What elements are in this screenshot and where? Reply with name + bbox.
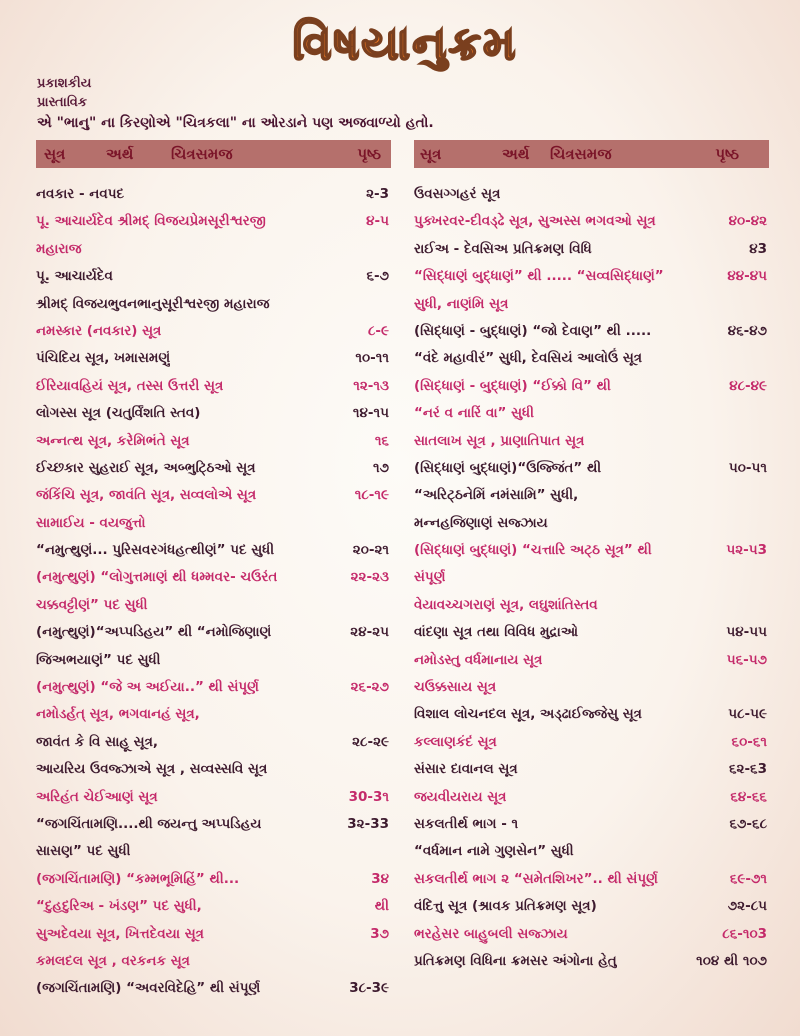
toc-entry-page	[767, 564, 769, 591]
toc-entry-page: ૪૦-૪૨	[728, 213, 767, 230]
toc-entry-title: ચઉક્કસાય સૂત્ર	[414, 679, 497, 696]
toc-entry-page	[389, 838, 391, 865]
toc-entry-title: “જગચિંતામણિ....થી જયન્તુ અપ્પડિહય	[36, 815, 262, 832]
toc-entry[interactable]	[36, 592, 391, 619]
toc-entry-page	[767, 428, 769, 455]
toc-entry[interactable]	[414, 893, 769, 920]
toc-entry-page: ૧૦-૧૧	[355, 350, 389, 367]
toc-entry-page: 3૭	[370, 925, 389, 942]
toc-entry-title: “વંદે મહાવીરં” સુધી, દેવસિયં આલોઉં સૂત્ર	[414, 350, 643, 367]
toc-entry[interactable]	[414, 756, 769, 783]
toc-entry-title: સાસણ” પદ સુધી	[36, 843, 131, 860]
toc-entry-title: (નમુત્થુણં)“અપ્પડિહય” થી “નમોજિણાણં	[36, 624, 272, 641]
toc-entry-title: સુઅદેવયા સૂત્ર, ખિત્તદેવયા સૂત્ર	[36, 925, 204, 942]
toc-entry[interactable]	[414, 729, 769, 756]
toc-entry-page	[389, 948, 391, 975]
toc-entry[interactable]	[414, 236, 769, 263]
toc-entry[interactable]	[414, 291, 769, 318]
toc-entry-title: નમોડર્હત્ સૂત્ર, ભગવાનહં સૂત્ર,	[36, 706, 200, 723]
toc-entry-page: 3૮-3૯	[349, 980, 389, 997]
toc-entry[interactable]	[414, 564, 769, 591]
toc-entry[interactable]	[414, 482, 769, 509]
toc-entry-title: (જગચિંતામણિ) “અવરવિદેહિ” થી સંપૂર્ણ	[36, 980, 261, 997]
toc-entry-page: ૮-૯	[367, 322, 389, 339]
toc-entry[interactable]	[36, 756, 391, 783]
toc-entry-title: (સિદ્ધાણં બુદ્ધાણં)“ઉજ્જિંત” થી	[414, 459, 602, 476]
toc-entry-title: વંદિત્તુ સૂત્ર (શ્રાવક પ્રતિક્રમણ સૂત્ર)	[414, 898, 597, 915]
toc-entry-title: “અરિટ્ઠનેમિં નમંસામિ” સુધી,	[414, 487, 579, 504]
toc-entry-page	[767, 674, 769, 701]
toc-entry[interactable]	[414, 866, 769, 893]
toc-entry[interactable]	[36, 291, 391, 318]
toc-entry-page: 3૨-33	[347, 815, 389, 832]
toc-entry-page	[767, 291, 769, 318]
toc-entry-page: ૫૪-૫૫	[726, 624, 767, 641]
toc-entry[interactable]	[36, 181, 391, 208]
toc-entry-title: જિઅભયાણં” પદ સુધી	[36, 651, 161, 668]
toc-entry-page	[767, 400, 769, 427]
toc-entry-page	[767, 482, 769, 509]
toc-entry-title: પુક્ખરવર-દીવડ્ઢે સૂત્ર, સુઅસ્સ ભગવઓ સૂત્ર	[414, 213, 656, 230]
toc-entry-page: ૧૭	[373, 459, 389, 476]
toc-entry-title: પંચિદિય સૂત્ર, ખમાસમણું	[36, 350, 171, 367]
toc-entry-page: ૬૦-૬૧	[731, 733, 767, 750]
toc-entry[interactable]	[36, 784, 391, 811]
toc-entry-page	[767, 181, 769, 208]
toc-entry-title: (જગચિંતામણિ) “કમ્મભૂમિહિં” થી...	[36, 870, 240, 887]
toc-entry-page: ૮૬-૧૦3	[722, 925, 767, 942]
header-arth: અર્થ	[106, 145, 134, 163]
toc-entry[interactable]	[414, 838, 769, 865]
toc-entry-title: સામાઈય - વયજુત્તો	[36, 514, 146, 531]
toc-entry-page	[389, 756, 391, 783]
toc-entry-page: ૪-૫	[366, 213, 389, 230]
toc-entry[interactable]	[414, 619, 769, 646]
toc-entry[interactable]	[414, 373, 769, 400]
toc-entry[interactable]	[36, 510, 391, 537]
toc-entry-title: વિશાલ લોચનદલ સૂત્ર, અડ્ઢાઈજ્જેસુ સૂત્ર	[414, 706, 642, 723]
toc-entry-page: ૨૦-૨૧	[352, 542, 389, 559]
toc-entry[interactable]	[36, 208, 391, 235]
toc-entry-page: ૧૨-૧૩	[353, 377, 389, 394]
intro-section	[37, 74, 777, 133]
toc-entry-page: ૬૨-૬3	[728, 761, 767, 778]
toc-entry-title: સકલતીર્થ ભાગ ૨ “સમેતશિખર”.. થી સંપૂર્ણ	[414, 870, 658, 887]
toc-entry[interactable]	[36, 893, 391, 920]
header-page: પૃષ્ઠ	[715, 145, 739, 163]
toc-entry-title: સુધી, નાણંમિ સૂત્ર	[414, 295, 509, 312]
toc-entry-title: “નરં વ નારિં વા” સુધી	[414, 405, 535, 422]
toc-entry-page: ૬૭-૬૮	[729, 815, 767, 832]
toc-entry-title: (સિદ્ધાણં - બુદ્ધાણં) “ઈક્કો વિ” થી	[414, 377, 611, 394]
toc-entry-title: “વર્ધમાન નામે ગુણસેન” સુધી	[414, 843, 574, 860]
toc-entry-page: ૪3	[749, 240, 767, 257]
toc-entry-title: સંપૂર્ણ	[414, 569, 446, 586]
toc-entry-page: ૬૪-૬૬	[730, 788, 767, 805]
toc-entry[interactable]	[36, 400, 391, 427]
intro-line-prastavik[interactable]: પ્રાસ્તાવિક	[37, 95, 88, 110]
toc-entry[interactable]	[414, 537, 769, 564]
toc-entry-title: અરિહંત ચેઈઆણં સૂત્ર	[36, 788, 158, 805]
toc-entry-page: ૧૪-૧૫	[352, 405, 389, 422]
toc-entry[interactable]	[414, 921, 769, 948]
toc-entry-title: અન્નત્થ સૂત્ર, કરેમિભંતે સૂત્ર	[36, 432, 190, 449]
header-page: પૃષ્ઠ	[357, 145, 381, 163]
toc-entry-title: પૂ. આચાર્યદેવ શ્રીમદ્ વિજયપ્રેમસૂરીશ્વરજી	[36, 213, 266, 230]
toc-entry-title: ઈચ્છકાર સુહરાઈ સૂત્ર, અબ્ભુટ્ઠિઓ સૂત્ર	[36, 459, 256, 476]
toc-entry-page: ૭૨-૮૫	[727, 898, 767, 915]
column-header-left	[36, 140, 391, 168]
toc-entry-page	[389, 647, 391, 674]
toc-entry[interactable]	[36, 345, 391, 372]
toc-entry-page: ૧૦૪ થી ૧૦૭	[696, 952, 767, 969]
toc-entry[interactable]	[36, 838, 391, 865]
toc-entry[interactable]	[36, 455, 391, 482]
toc-entry-title: ચક્કવટ્ટીણં” પદ સુધી	[36, 596, 148, 613]
toc-entry[interactable]	[36, 482, 391, 509]
toc-entry[interactable]	[36, 729, 391, 756]
toc-entry[interactable]	[36, 537, 391, 564]
toc-entry-title: જયવીયરાય સૂત્ર	[414, 788, 507, 805]
toc-column-left	[36, 140, 391, 1003]
toc-entry-page	[767, 345, 769, 372]
toc-entry-title: નવકાર - નવપદ	[36, 186, 125, 202]
toc-entry[interactable]	[414, 647, 769, 674]
toc-entry-page: ૪૪-૪૫	[727, 268, 767, 285]
toc-entry[interactable]	[414, 674, 769, 701]
toc-entry-title: ઈરિયાવહિયં સૂત્ર, તસ્સ ઉત્તરી સૂત્ર	[36, 377, 224, 394]
toc-entry[interactable]	[36, 236, 391, 263]
toc-entry-title: મન્નહજિણાણં સજ્ઝાય	[414, 514, 548, 531]
toc-entry-title: કલ્લાણકંદં સૂત્ર	[414, 733, 497, 750]
toc-entry[interactable]	[414, 455, 769, 482]
toc-entry-page	[389, 701, 391, 728]
toc-entry-page: ૬૯-૭૧	[729, 870, 767, 887]
toc-entry-page: ૬-૭	[366, 268, 389, 285]
toc-entry-page: ૫૮-૫૯	[728, 706, 767, 723]
toc-entry[interactable]	[414, 208, 769, 235]
toc-entry-page	[767, 592, 769, 619]
toc-entry-title: જંકિંચિ સૂત્ર, જાવંતિ સૂત્ર, સવ્વલોએ સૂત્ર	[36, 487, 257, 504]
toc-entry-title: શ્રીમદ્ વિજયભુવનભાનુસૂરીશ્વરજી મહારાજ	[36, 295, 270, 312]
toc-entry[interactable]	[414, 318, 769, 345]
header-sutra: સૂત્ર	[420, 145, 442, 163]
toc-entry-title: “સિદ્ધાણં બુદ્ધાણં” થી ..... “સવ્વસિદ્ધાણં”	[414, 268, 664, 285]
toc-entry-page: ૧૬	[374, 432, 389, 449]
toc-entry[interactable]	[36, 263, 391, 290]
toc-entry-page: ૪૮-૪૯	[729, 377, 767, 394]
toc-entry-title: ભરહેસર બાહુબલી સજ્ઝાય	[414, 925, 568, 942]
toc-entry-page: ૨-3	[366, 186, 389, 202]
toc-entry[interactable]	[414, 948, 769, 975]
toc-entry-page: ૨૪-૨૫	[350, 624, 389, 641]
toc-entry[interactable]	[36, 564, 391, 591]
toc-entry[interactable]	[414, 701, 769, 728]
toc-entry-title: સકલતીર્થ ભાગ - ૧	[414, 815, 519, 832]
toc-entry-title: ઉવસગ્ગહરં સૂત્ર	[414, 186, 501, 202]
toc-entry-page: 30-3૧	[348, 788, 389, 805]
toc-entry-title: સાતલાખ સૂત્ર , પ્રાણાતિપાત સૂત્ર	[414, 432, 585, 449]
toc-entry[interactable]	[414, 345, 769, 372]
toc-entry-title: નમસ્કાર (નવકાર) સૂત્ર	[36, 322, 162, 339]
toc-entry-title: સંસાર દાવાનલ સૂત્ર	[414, 761, 518, 778]
header-sutra: સૂત્ર	[44, 145, 66, 163]
toc-entry[interactable]	[36, 811, 391, 838]
toc-entry-page: ૨૨-૨૩	[350, 569, 389, 586]
toc-entry[interactable]	[36, 701, 391, 728]
intro-line-prakashakiya[interactable]: પ્રકાશકીય	[37, 76, 92, 91]
header-chitrasamaj: ચિત્રસમજ	[550, 145, 612, 163]
toc-entry-page: ૧૮-૧૯	[354, 487, 389, 504]
toc-entry[interactable]	[36, 619, 391, 646]
toc-entry-title: નમોડસ્તુ વર્ધમાનાય સૂત્ર	[414, 651, 543, 668]
toc-entry[interactable]	[36, 948, 391, 975]
toc-entry-page: ૨૮-૨૯	[352, 733, 389, 750]
toc-entry-page: 3૪	[371, 870, 389, 887]
toc-entry-title: (સિદ્ધાણં બુદ્ધાણં) “ચત્તારિ અટ્ઠ સૂત્ર” થી	[414, 542, 652, 559]
toc-entry-page: ૫૨-૫3	[726, 542, 767, 559]
header-arth: અર્થ	[502, 145, 530, 163]
toc-entry-title: વાંદણા સૂત્ર તથા વિવિધ મુદ્રાઓ	[414, 624, 579, 641]
toc-entry[interactable]	[36, 428, 391, 455]
toc-entry[interactable]	[36, 866, 391, 893]
toc-entry-page: ૨૬-૨૭	[350, 679, 389, 696]
toc-entry[interactable]	[36, 373, 391, 400]
toc-entry-title: વેયાવચ્ચગરાણં સૂત્ર, લઘુશાંતિસ્તવ	[414, 596, 598, 613]
toc-entry-page: ૫૦-૫૧	[728, 459, 767, 476]
toc-list-right	[414, 181, 769, 975]
toc-entry[interactable]	[414, 811, 769, 838]
toc-entry-title: જાવંત કે વિ સાહૂ સૂત્ર,	[36, 733, 159, 750]
toc-entry-page	[767, 510, 769, 537]
toc-entry-title: આયરિય ઉવજ્ઝાએ સૂત્ર , સવ્વસ્સવિ સૂત્ર	[36, 761, 268, 778]
toc-entry-title: રાઈઅ - દેવસિઅ પ્રતિક્રમણ વિધિ	[414, 240, 592, 257]
toc-entry[interactable]	[36, 975, 391, 1002]
toc-entry-title: કમલદલ સૂત્ર , વરકનક સૂત્ર	[36, 952, 190, 969]
toc-entry[interactable]	[36, 318, 391, 345]
toc-entry-page	[389, 510, 391, 537]
toc-entry-page	[389, 236, 391, 263]
toc-entry[interactable]	[36, 647, 391, 674]
toc-entry-title: (નમુત્થુણં) “લોગુત્તમાણં થી ધમ્મવર- ચઉરંત	[36, 569, 278, 586]
intro-line-bhanu[interactable]: એ "ભાનુ" ના કિરણોએ "ચિત્રકલા" ના ઓરડાને પણ અજવાળ્યો હતો.	[37, 115, 434, 131]
toc-entry[interactable]	[36, 674, 391, 701]
column-header-right	[414, 140, 769, 168]
toc-entry-title: પૂ. આચાર્યદેવ	[36, 268, 113, 285]
toc-entry-title: લોગસ્સ સૂત્ર (ચતુર્વિંશતિ સ્તવ)	[36, 405, 201, 422]
toc-entry[interactable]	[414, 592, 769, 619]
toc-entry-page: થી	[374, 898, 389, 915]
toc-entry[interactable]	[414, 428, 769, 455]
toc-entry-title: (સિદ્ધાણં - બુદ્ધાણં) “જો દેવાણ” થી .....	[414, 322, 652, 339]
toc-entry[interactable]	[414, 784, 769, 811]
toc-entry-page	[767, 838, 769, 865]
toc-entry[interactable]	[414, 263, 769, 290]
toc-entry-page	[389, 291, 391, 318]
toc-entry[interactable]	[414, 400, 769, 427]
toc-column-right	[414, 140, 769, 975]
toc-entry-title: મહારાજ	[36, 240, 82, 257]
toc-entry-page: ૪૬-૪૭	[727, 322, 767, 339]
toc-entry-page	[389, 592, 391, 619]
toc-entry[interactable]	[414, 181, 769, 208]
toc-entry-title: “દુહદુરિઅ - ખંડણ” પદ સુધી,	[36, 898, 202, 915]
toc-entry-title: (નમુત્થુણં) “જે અ અઈયા..” થી સંપૂર્ણ	[36, 679, 259, 696]
header-chitrasamaj: ચિત્રસમજ	[171, 145, 233, 163]
toc-entry[interactable]	[36, 921, 391, 948]
toc-entry-title: પ્રતિક્રમણ વિધિના ક્રમસર અંગોના હેતુ	[414, 952, 617, 969]
toc-entry-title: “નમુત્થુણં... પુરિસવરગંધહત્થીણં” પદ સુધી	[36, 542, 275, 559]
toc-entry-page: ૫૬-૫૭	[726, 651, 767, 668]
toc-entry[interactable]	[414, 510, 769, 537]
toc-list-left	[36, 181, 391, 1003]
page-title: વિષયાનુક્રમ	[292, 16, 518, 70]
